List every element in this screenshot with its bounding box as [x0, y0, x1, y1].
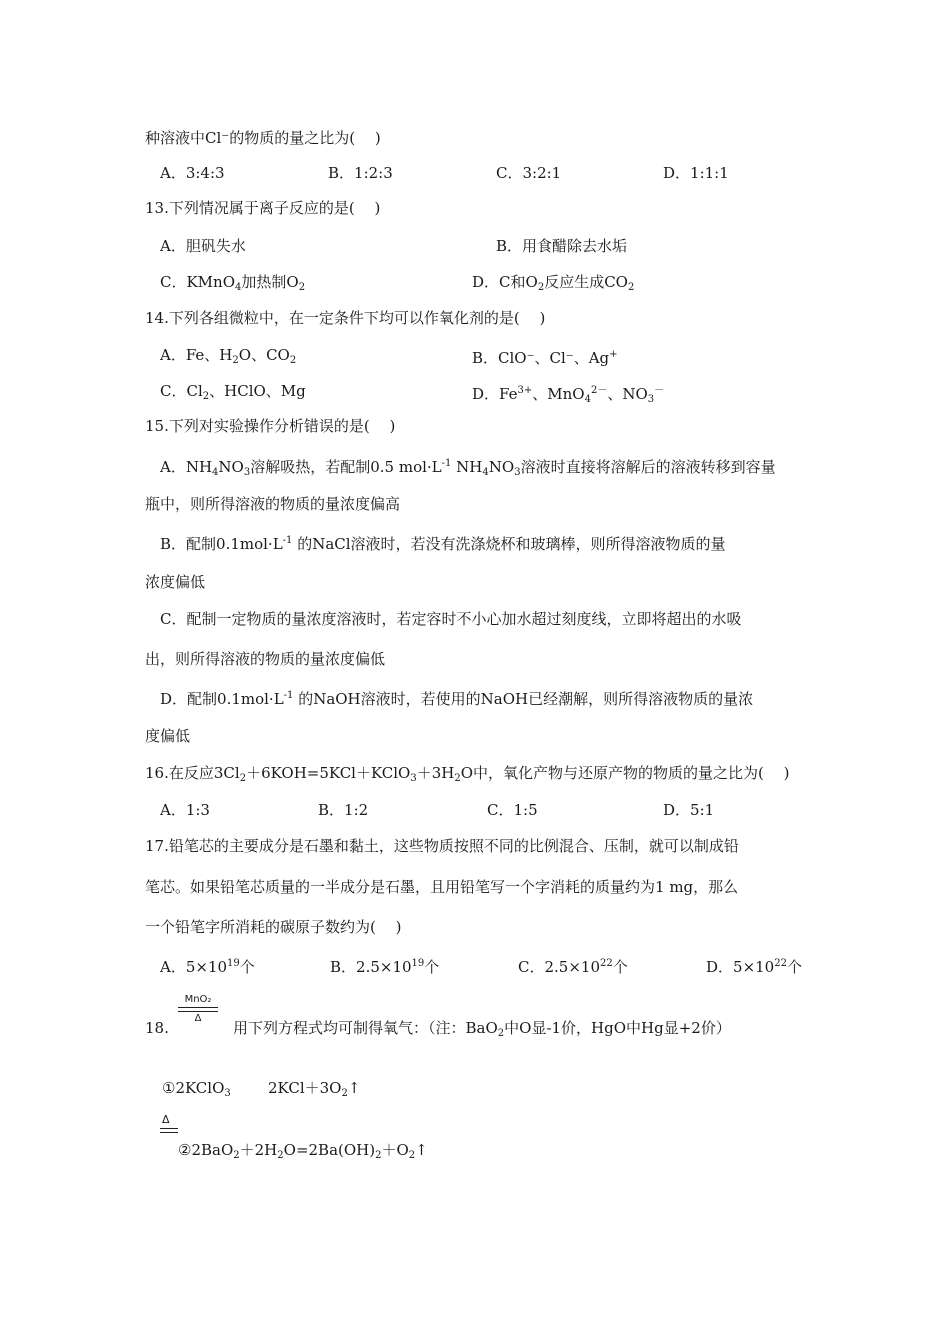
condition-bar-bottom [160, 1132, 178, 1133]
q15-stem: 15.下列对实验操作分析错误的是( ) [145, 417, 396, 435]
q15-option-d-line2: 度偏低 [145, 727, 191, 745]
q13-option-d: D．C和$O_2$反应生成$CO_2$ [472, 273, 635, 293]
q17-line2: 笔芯。如果铅笔芯质量的一半成分是石墨，且用铅笔写一个字消耗的质量约为1 mg，那么 [145, 878, 739, 896]
q18-number: 18. [145, 1019, 169, 1037]
q17-option-a: A．$5\times 10^{19}$个 [160, 958, 255, 976]
q15-option-d-line1: D．配制$0.1mol\cdot L^{-1}$ 的NaOH溶液时，若使用的NaOH已经潮解，则所得溶液物质的量浓 [160, 690, 754, 708]
q13-option-c: C．KMnO$_4$加热制$O_2$ [160, 273, 306, 293]
q15-option-c-line1: C．配制一定物质的量浓度溶液时，若定容时不小心加水超过刻度线，立即将超出的水吸 [160, 610, 742, 628]
q13-option-a: A．胆矾失水 [160, 237, 246, 255]
q12-option-b: B．1:2:3 [328, 164, 393, 182]
q12-option-c: C．3:2:1 [496, 164, 562, 182]
q16-stem: 16.在反应$3Cl_2+6KOH=5KCl+KClO_3+3H_2O$中，氧化产物与还原产物的物质的量之比为( ) [145, 764, 790, 784]
heat-triangle-icon: Δ [194, 1013, 202, 1024]
q16-option-c: C．1:5 [487, 801, 538, 819]
q15-option-b-line1: B．配制$0.1mol\cdot L^{-1}$ 的NaCl溶液时，若没有洗涤烧杯和玻璃棒，则所得溶液物质的量 [160, 535, 726, 553]
q17-option-b: B．$2.5\times 10^{19}$个 [330, 958, 440, 976]
q18-equation-1-product: $2KCl+3O_2↑$ [268, 1079, 361, 1099]
q15-option-c-line2: 出，则所得溶液的物质的量浓度偏低 [145, 650, 386, 668]
heat-triangle-icon: Δ [162, 1113, 170, 1126]
q14-option-c: C．$Cl_2$、HClO、Mg [160, 382, 306, 402]
q12-option-d: D．1:1:1 [663, 164, 729, 182]
condition-bar-bottom [178, 1011, 218, 1012]
q13-stem: 13.下列情况属于离子反应的是( ) [145, 199, 381, 217]
q14-stem: 14.下列各组微粒中，在一定条件下均可以作氧化剂的是( ) [145, 309, 546, 327]
q14-option-b: B．ClO⁻、Cl⁻、Ag+ [472, 349, 618, 367]
q16-option-d: D．5:1 [663, 801, 715, 819]
q15-option-a-line1: A．$NH_4NO_3$溶解吸热，若配制0.5 $mol\cdot L^{-1}$ $NH_4NO_3$溶液时直接将溶解后的溶液转移到容量 [160, 458, 776, 478]
q14-option-a: A．Fe、$H_2O$、$CO_2$ [160, 346, 297, 366]
condition-bar-top [178, 1007, 218, 1008]
q15-option-b-line2: 浓度偏低 [145, 573, 206, 591]
q17-option-c: C．$2.5\times 10^{22}$个 [518, 958, 628, 976]
q18-equation-2: $②2BaO_2+2H_2O=2Ba(OH)_2+O_2↑$ [178, 1141, 428, 1161]
q12-option-a: A．3:4:3 [160, 164, 225, 182]
q16-option-b: B．1:2 [318, 801, 369, 819]
condition-bar-top [160, 1128, 178, 1129]
q16-option-a: A．1:3 [160, 801, 210, 819]
q15-option-a-line2: 瓶中，则所得溶液的物质的量浓度偏高 [145, 495, 401, 513]
catalyst-label: MnO₂ [184, 994, 212, 1005]
q18-equation-1-reactant: ①2KClO$_3$ [162, 1079, 231, 1099]
q13-option-b: B．用食醋除去水垢 [496, 237, 628, 255]
q17-line1: 17.铅笔芯的主要成分是石墨和黏土，这些物质按照不同的比例混合、压制，就可以制成铅 [145, 837, 739, 855]
q18-stem: 用下列方程式均可制得氧气：（注：BaO$_2$中O显-1价，HgO中Hg显+2价） [233, 1019, 731, 1039]
q17-option-d: D．$5\times 10^{22}$个 [706, 958, 802, 976]
q14-option-d: D．$Fe^{3+}$、MnO$_4^{2-}$、$NO_3^-$ [472, 385, 665, 405]
q12-tail: 种溶液中Cl⁻的物质的量之比为( ) [145, 129, 381, 147]
q17-line3: 一个铅笔字所消耗的碳原子数约为( ) [145, 918, 402, 936]
